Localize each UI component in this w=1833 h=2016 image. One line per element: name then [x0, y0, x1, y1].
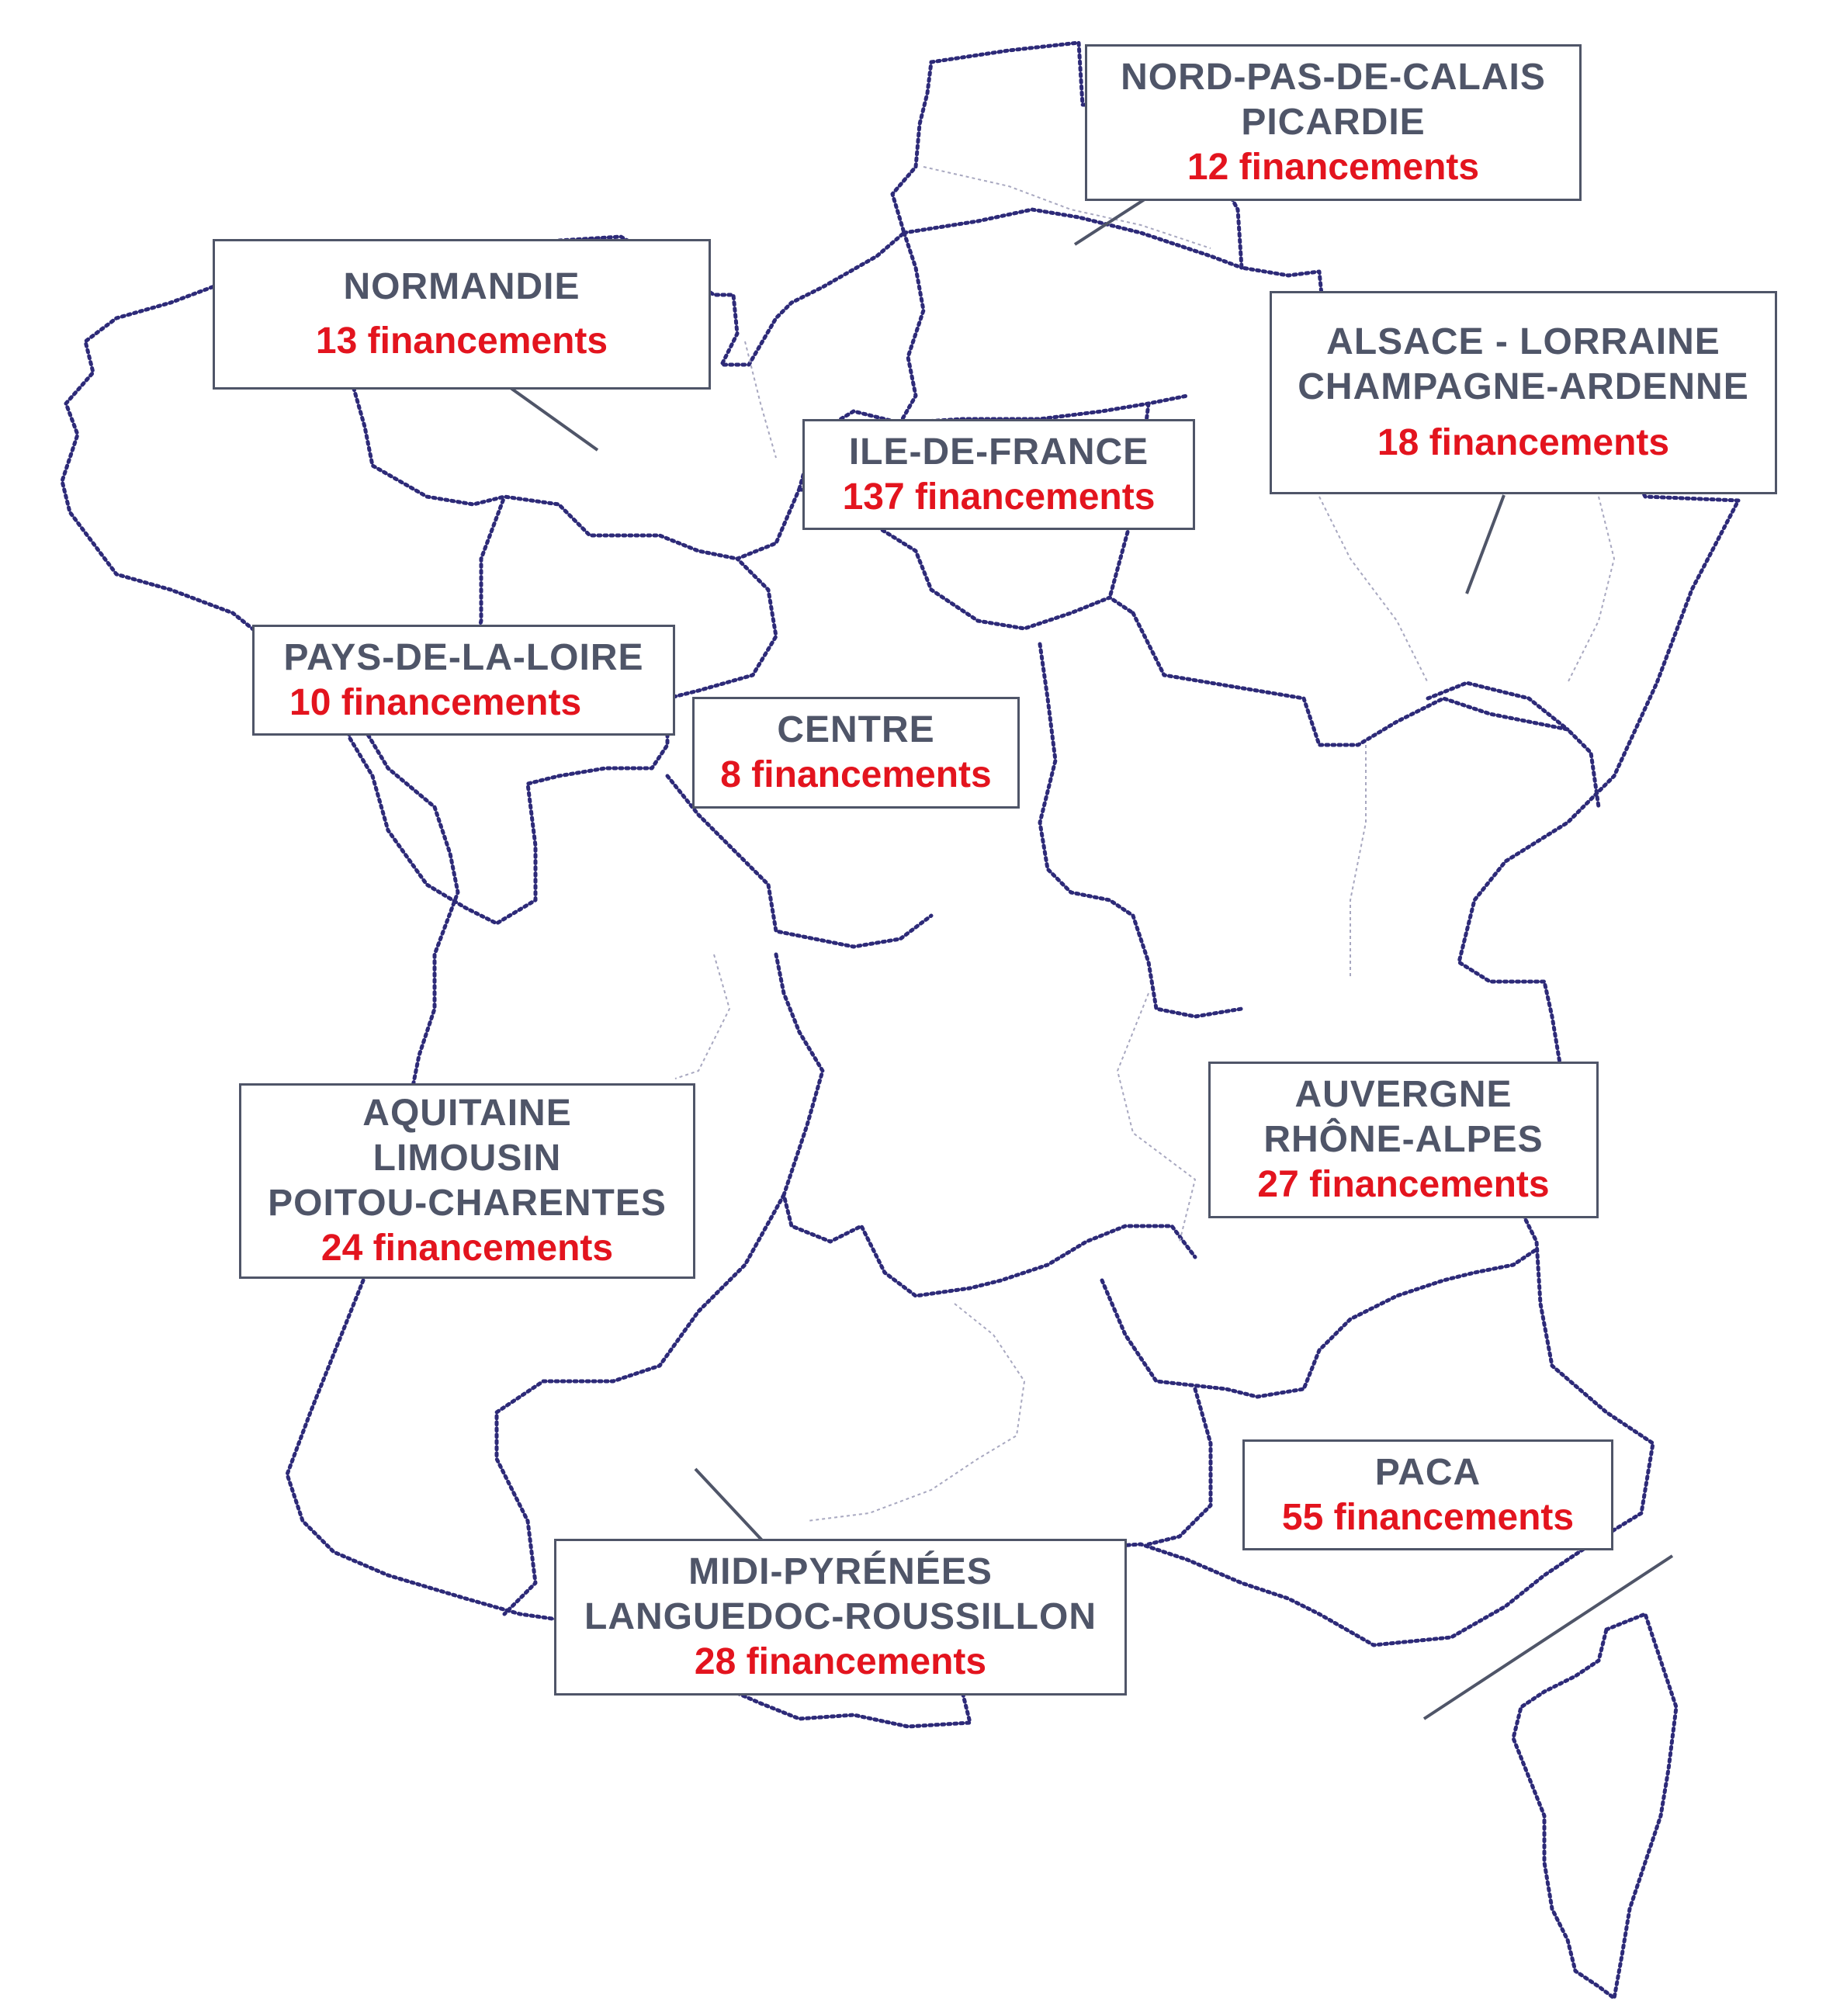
inner-line-2 — [1319, 497, 1428, 683]
inner-line-8 — [745, 341, 776, 458]
region-count: 18 financements — [1377, 422, 1670, 463]
region-box-normandie — [213, 239, 711, 390]
leader-alsace — [1467, 495, 1504, 594]
leader-normandie — [511, 388, 598, 450]
border-alsace-auvergne — [1428, 683, 1568, 729]
region-name: NORD-PAS-DE-CALAIS — [1121, 57, 1546, 98]
border-centre-auvergne — [1040, 644, 1242, 1017]
region-box-midi — [554, 1539, 1127, 1696]
region-name: PACA — [1374, 1451, 1481, 1493]
region-name: POITOU-CHARENTES — [268, 1183, 667, 1224]
region-name: AQUITAINE — [362, 1093, 572, 1134]
region-box-aquitaine — [239, 1083, 695, 1279]
region-count: 10 financements — [289, 681, 582, 723]
region-name: CENTRE — [777, 709, 935, 750]
inner-line-3 — [1568, 497, 1614, 683]
region-name: LANGUEDOC-ROUSSILLON — [584, 1596, 1097, 1637]
border-midi-paca — [1149, 1389, 1211, 1544]
region-name: ILE-DE-FRANCE — [848, 431, 1149, 473]
region-name: ALSACE - LORRAINE — [1326, 321, 1720, 362]
region-count: 8 financements — [720, 754, 992, 795]
border-nord-east — [904, 210, 1242, 268]
region-name: CHAMPAGNE-ARDENNE — [1298, 366, 1749, 407]
region-box-idf — [802, 419, 1195, 530]
region-name: PICARDIE — [1241, 102, 1426, 143]
corsica-separator — [1424, 1556, 1672, 1719]
region-count: 24 financements — [321, 1228, 614, 1269]
border-aquitaine-midi — [776, 954, 1195, 1296]
region-box-paca — [1242, 1439, 1613, 1550]
region-box-pdl — [252, 625, 675, 736]
region-name: AUVERGNE — [1294, 1074, 1512, 1115]
region-count: 27 financements — [1257, 1164, 1550, 1205]
region-count: 12 financements — [1187, 147, 1480, 188]
region-count: 13 financements — [315, 320, 608, 362]
leader-midi — [695, 1469, 763, 1541]
inner-line-7 — [807, 1304, 1024, 1521]
region-name: RHÔNE-ALPES — [1263, 1119, 1544, 1160]
region-box-auvergne — [1208, 1062, 1599, 1218]
region-box-alsace — [1270, 291, 1777, 494]
region-count: 55 financements — [1281, 1496, 1575, 1538]
inner-line-6 — [1117, 993, 1195, 1242]
region-count: 137 financements — [842, 476, 1156, 518]
border-auvergne-paca — [1102, 1249, 1537, 1397]
region-count: 28 financements — [694, 1641, 987, 1682]
inner-line-4 — [1350, 745, 1366, 978]
region-name: LIMOUSIN — [372, 1138, 562, 1179]
border-nord-normandie — [900, 233, 923, 423]
border-pdl-centre — [667, 559, 776, 698]
corsica-outline — [1513, 1614, 1676, 1998]
region-name: PAYS-DE-LA-LOIRE — [283, 636, 644, 678]
region-box-nord — [1085, 44, 1582, 201]
region-name: NORMANDIE — [343, 266, 580, 307]
leader-nord — [1075, 198, 1147, 244]
region-box-centre — [692, 697, 1020, 809]
inner-line-5 — [675, 954, 729, 1079]
region-name: MIDI-PYRÉNÉES — [688, 1551, 993, 1592]
